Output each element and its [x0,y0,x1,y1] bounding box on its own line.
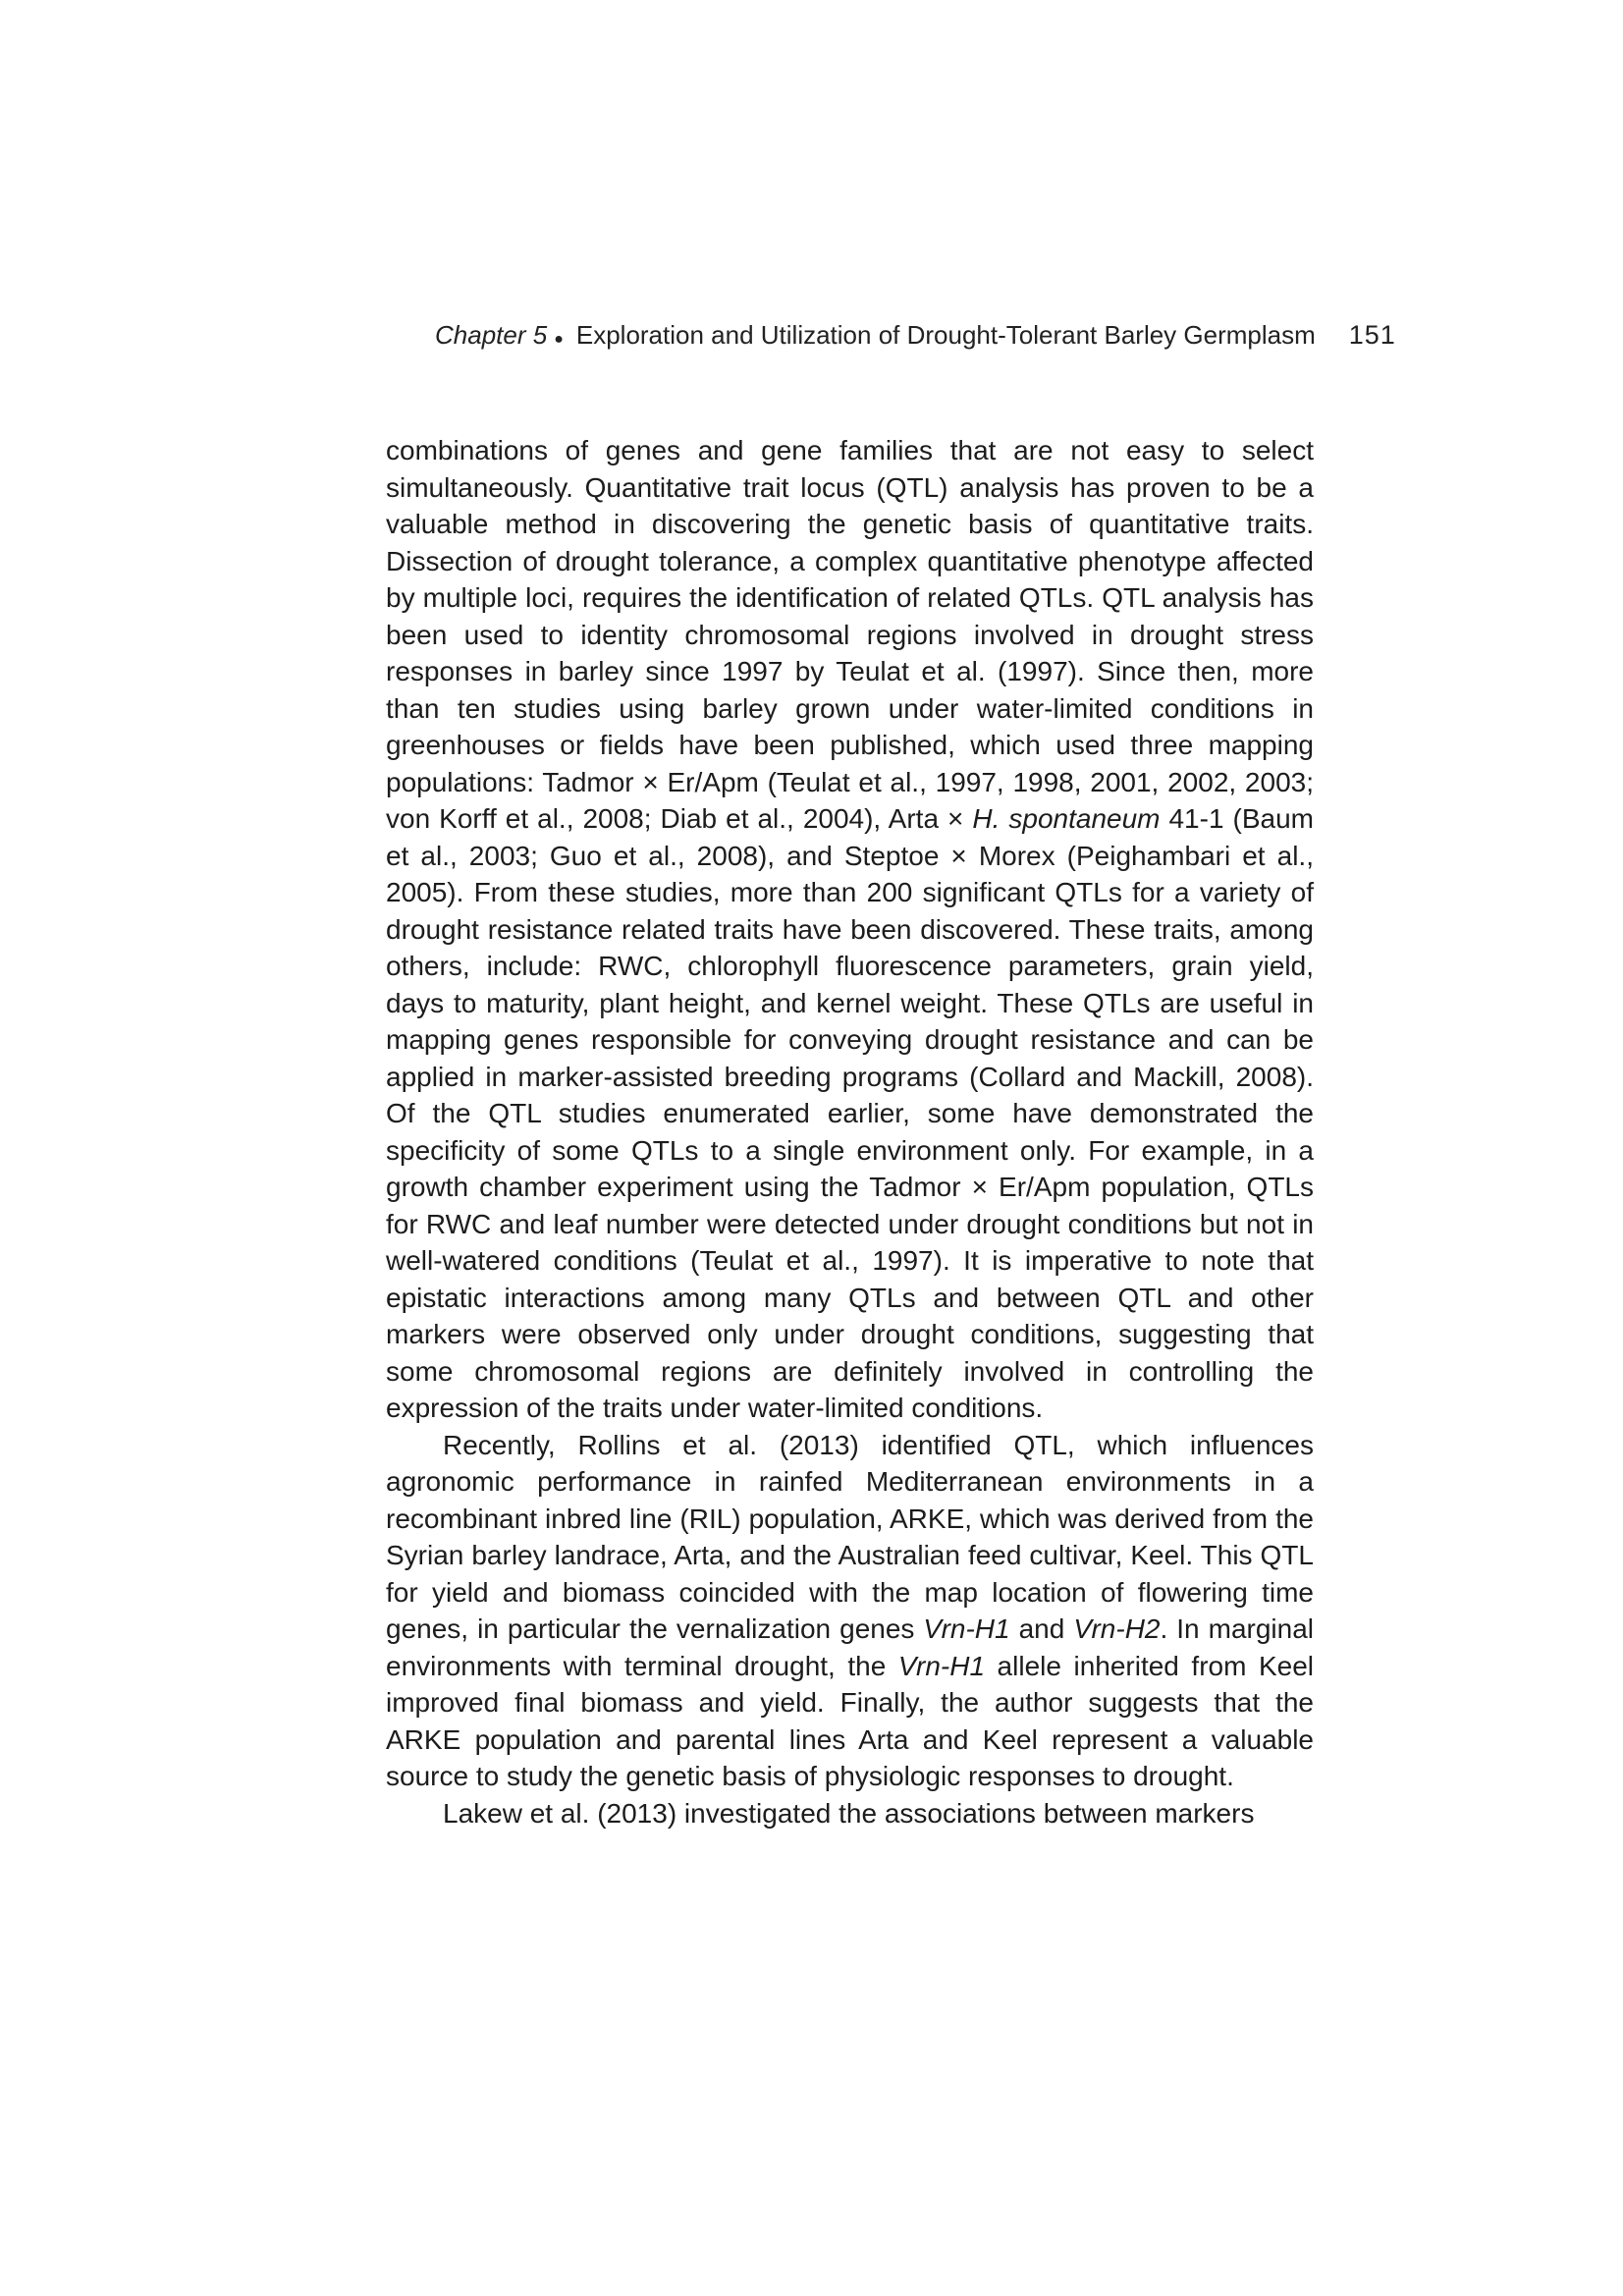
running-header [435,322,1396,353]
italic-text-run: H. spontaneum [972,803,1161,834]
chapter-label: Chapter 5 [435,320,548,350]
italic-text-run: Vrn-H2 [1073,1613,1161,1644]
paragraph [386,432,1314,1427]
text-run: 41-1 (Baum et al., 2003; Guo et al., 2008), and Steptoe × Morex (Peighambari et al., 2005). From these studies, more than 200 significant QTLs for a variety of drought resistance related traits have been discovered. These traits, among others, include: RWC, chlorophyll fluorescence parameters, grain yield, days to maturity, plant height, and kernel weight. These QTLs are useful in mapping genes responsible for conveying drought resistance and can be applied in marker-assisted breeding programs (Collard and Mackill, 2008). Of the QTL studies enumerated earlier, some have demonstrated the specificity of some QTLs to a single environment only. For example, in a growth chamber experiment using the Tadmor × Er/Apm population, QTLs for RWC and leaf number were detected under drought conditions but not in well-watered conditions (Teulat et al., 1997). It is imperative to note that epistatic interactions among many QTLs and between QTL and other markers were observed only under drought conditions, suggesting that some chromosomal regions are definitely involved in controlling the expression of the traits under water-limited conditions. [386,803,1314,1423]
text-run: . In marginal environments with terminal drought, the [386,1613,1314,1681]
text-run: and [1009,1613,1074,1644]
running-title: Exploration and Utilization of Drought-Tolerant Barley Germplasm [575,320,1316,350]
body-text [386,432,1314,1831]
paragraph [386,1427,1314,1795]
italic-text-run: Vrn-H1 [897,1650,986,1681]
italic-text-run: Vrn-H1 [923,1613,1010,1644]
text-run: allele inherited from Keel improved final biomass and yield. Finally, the author suggests that the ARKE population and parental lines Arta and Keel represent a valuable source to study the genetic basis of physiologic responses to drought. [386,1650,1314,1791]
text-run: Lakew et al. (2013) investigated the associations between markers [443,1797,1255,1829]
bullet-icon: ● [554,331,564,348]
page-number: 151 [1348,320,1396,350]
paragraph [386,1795,1314,1832]
text-run: combinations of genes and gene families that are not easy to select simultaneously. Quantitative trait locus (QTL) analysis has proven to be a valuable method in discovering the genetic basis of quantitative traits. Dissection of drought tolerance, a complex quantitative phenotype affected by multiple loci, requires the identification of related QTLs. QTL analysis has been used to identity chromosomal regions involved in drought stress responses in barley since 1997 by Teulat et al. (1997). Since then, more than ten studies using barley grown under water-limited conditions in greenhouses or fields have been published, which used three mapping populations: Tadmor × Er/Apm (Teulat et al., 1997, 1998, 2001, 2002, 2003; von Korff et al., 2008; Diab et al., 2004), Arta × [386,435,1314,834]
text-run: Recently, Rollins et al. (2013) identified QTL, which influences agronomic performance in rainfed Mediterranean environments in a recombinant inbred line (RIL) population, ARKE, which was derived from the Syrian barley landrace, Arta, and the Australian feed cultivar, Keel. This QTL for yield and biomass coincided with the map location of flowering time genes, in particular the vernalization genes [386,1429,1314,1644]
